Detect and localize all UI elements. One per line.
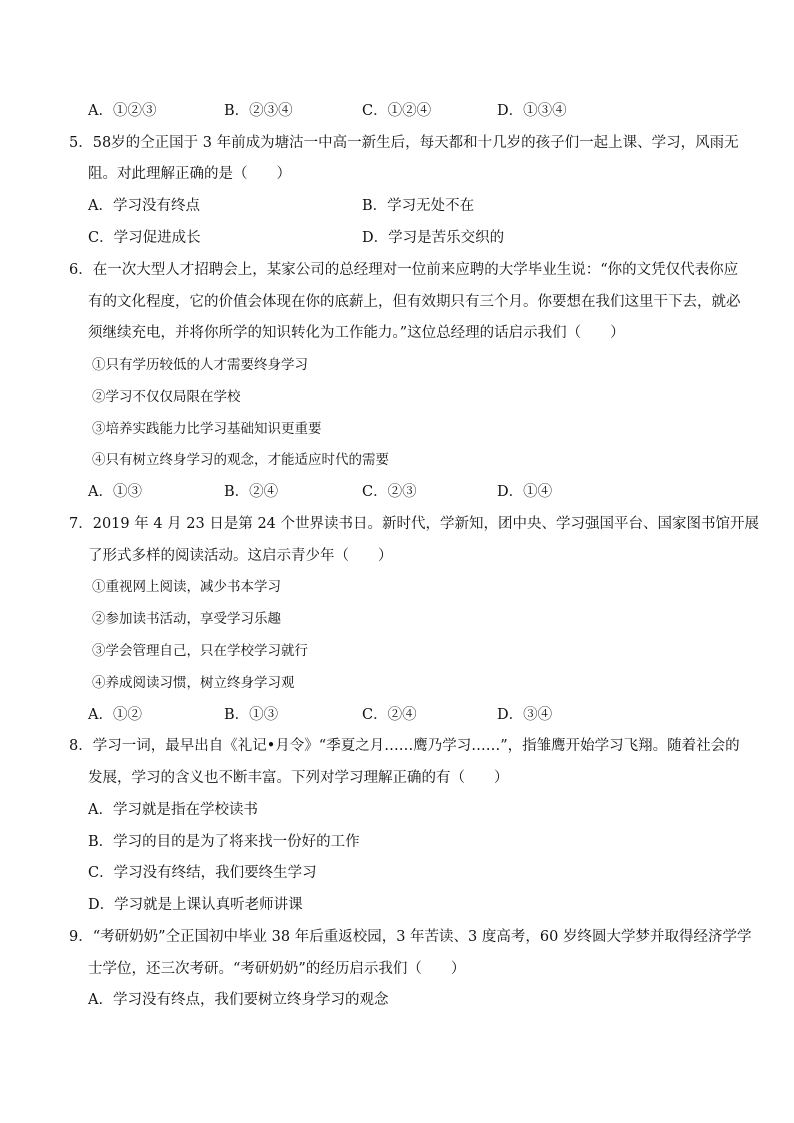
q7-statement-2: ②参加读书活动，享受学习乐趣 (92, 611, 281, 627)
q6-option-c: C．②③ (362, 484, 417, 500)
q7-stem-line2: 了形式多样的阅读活动。这启示青少年（ ） (88, 548, 393, 564)
q5-stem-line1: 5．58岁的仝正国于 3 年前成为塘沽一中高一新生后，每天都和十几岁的孩子们一起上课、学习，风雨无 (69, 135, 739, 151)
q5-option-d: D．学习是苦乐交织的 (362, 230, 505, 246)
q5-option-a: A．学习没有终点 (88, 198, 200, 214)
q8-option-b: B．学习的目的是为了将来找一份好的工作 (88, 834, 360, 850)
q4-option-b: B．②③④ (224, 103, 293, 119)
q6-statement-2: ②学习不仅仅局限在学校 (92, 389, 241, 405)
q6-statement-4: ④只有树立终身学习的观念，才能适应时代的需要 (92, 452, 389, 468)
q7-stem-line1: 7．2019 年 4 月 23 日是第 24 个世界读书日。新时代，学新知，团中央、学习强国平台、国家图书馆开展 (69, 516, 760, 532)
q6-option-d: D．①④ (497, 484, 553, 500)
q8-stem-line1: 8．学习一词，最早出自《礼记•月令》“季夏之月……鹰乃学习……”，指雏鹰开始学习飞翔。随着社会的 (69, 738, 740, 754)
q5-option-c: C．学习促进成长 (88, 230, 201, 246)
q7-option-a: A．①② (88, 707, 142, 723)
q6-statement-1: ①只有学历较低的人才需要终身学习 (92, 357, 308, 373)
q7-option-b: B．①③ (224, 707, 279, 723)
q9-option-a: A．学习没有终点，我们要树立终身学习的观念 (88, 992, 389, 1008)
q9-stem-line2: 士学位，还三次考研。“考研奶奶”的经历启示我们（ ） (88, 961, 466, 977)
q6-option-a: A．①③ (88, 484, 142, 500)
q7-statement-1: ①重视网上阅读，减少书本学习 (92, 579, 281, 595)
q4-option-a: A．①②③ (88, 103, 157, 119)
q7-option-c: C．②④ (362, 707, 417, 723)
q5-stem-line2: 阻。对此理解正确的是（ ） (88, 166, 291, 182)
q4-option-d: D．①③④ (497, 103, 567, 119)
q7-statement-4: ④养成阅读习惯，树立终身学习观 (92, 675, 295, 691)
q7-statement-3: ③学会管理自己，只在学校学习就行 (92, 643, 308, 659)
q6-option-b: B．②④ (224, 484, 279, 500)
q8-option-c: C．学习没有终结，我们要终生学习 (88, 865, 317, 881)
q9-stem-line1: 9．“考研奶奶”仝正国初中毕业 38 年后重返校园，3 年苦读、3 度高考，60 岁终圆大学梦并取得经济学学 (69, 929, 752, 945)
q7-option-d: D．③④ (497, 707, 553, 723)
q8-stem-line2: 发展，学习的含义也不断丰富。下列对学习理解正确的有（ ） (88, 770, 509, 786)
q8-option-d: D．学习就是上课认真听老师讲课 (88, 897, 303, 913)
q4-option-c: C．①②④ (362, 103, 432, 119)
q5-option-b: B．学习无处不在 (362, 198, 475, 214)
q6-stem-line3: 须继续充电，并将你所学的知识转化为工作能力。”这位总经理的话启示我们（ ） (88, 325, 625, 341)
q6-stem-line1: 6．在一次大型人才招聘会上，某家公司的总经理对一位前来应聘的大学毕业生说：“你的文凭仅代表你应 (69, 262, 739, 278)
q6-stem-line2: 有的文化程度，它的价值会体现在你的底薪上，但有效期只有三个月。你要想在我们这里干下去，就必 (88, 294, 741, 310)
q6-statement-3: ③培养实践能力比学习基础知识更重要 (92, 421, 322, 437)
q8-option-a: A．学习就是指在学校读书 (88, 802, 258, 818)
